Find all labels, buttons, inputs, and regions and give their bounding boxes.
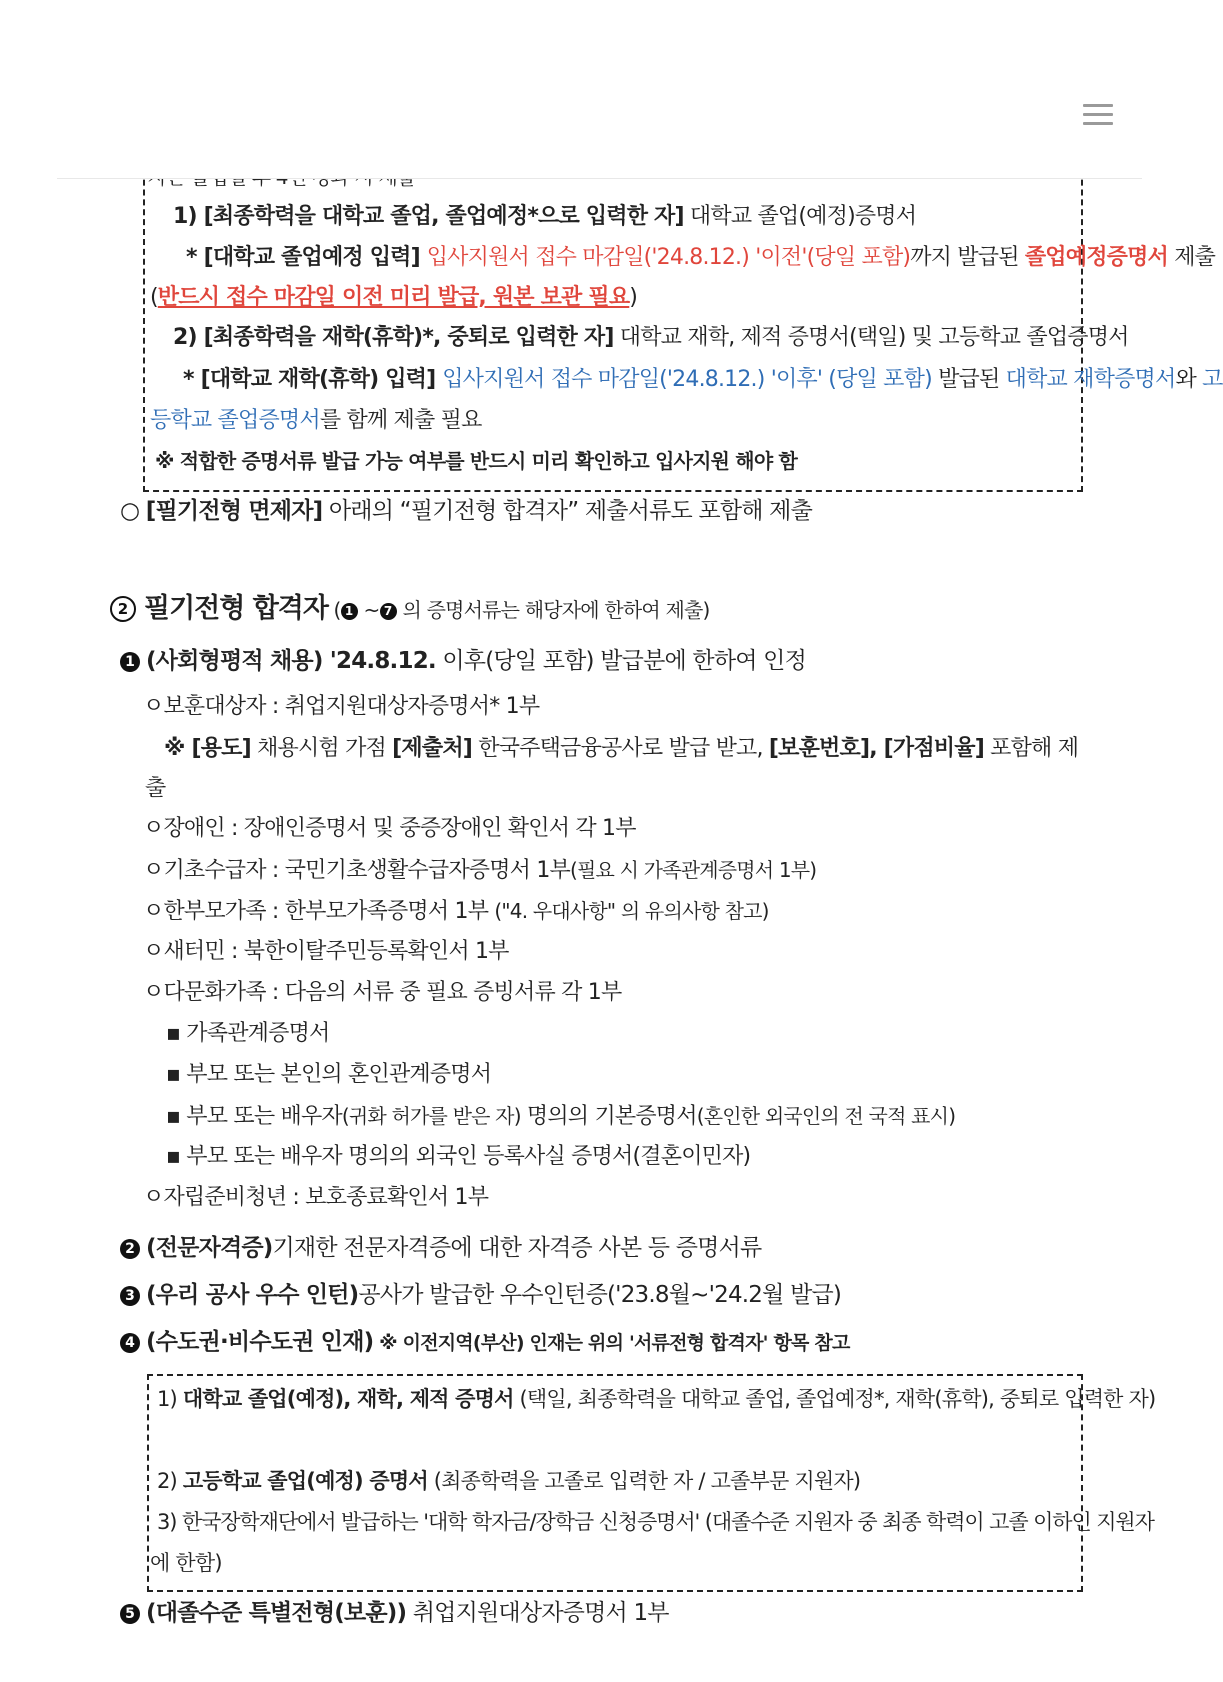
veteran-note-cont: 출 xyxy=(145,776,166,801)
box2-line-1: 1) 대학교 졸업(예정), 재학, 제적 증명서 (택일, 최종학력을 대학교 졸업, 졸업예정*, 재학(휴학), 중퇴로 입력한 자) xyxy=(157,1387,1156,1411)
header-bar xyxy=(0,0,1190,178)
box1-line-1: 1) [최종학력을 대학교 졸업, 졸업예정*으로 입력한 자] 대학교 졸업(예정)증명서 xyxy=(173,204,917,229)
box1-line-4: 2) [최종학력을 재학(휴학)*, 중퇴로 입력한 자] 대학교 재학, 제적 증명서(택일) 및 고등학교 졸업증명서 xyxy=(173,325,1129,350)
item1-heading: 1 (사회형평적 채용) '24.8.12. 이후(당일 포함) 발급분에 한하여 인정 xyxy=(120,646,806,676)
multicultural-doc-2: ▪ 부모 또는 본인의 혼인관계증명서 xyxy=(166,1062,492,1087)
header-divider xyxy=(57,178,1142,179)
multicultural-line: ㅇ다문화가족 : 다음의 서류 중 필요 증빙서류 각 1부 xyxy=(143,980,622,1005)
veteran-line: ㅇ보훈대상자 : 취업지원대상자증명서* 1부 xyxy=(143,694,540,719)
item4-line: 4 (수도권·비수도권 인재) ※ 이전지역(부산) 인재는 위의 '서류전형 합격자' 항목 참고 xyxy=(120,1327,850,1358)
item2-line: 2 (전문자격증)기재한 전문자격증에 대한 자격증 사본 등 증명서류 xyxy=(120,1233,761,1263)
box1-line-6: 등학교 졸업증명서를 함께 제출 필요 xyxy=(150,408,482,433)
hamburger-menu-icon[interactable] xyxy=(1083,104,1113,128)
basic-line: ㅇ기초수급자 : 국민기초생활수급자증명서 1부(필요 시 가족관계증명서 1부) xyxy=(143,858,817,883)
exempt-line: ○ [필기전형 면제자] 아래의 “필기전형 합격자” 제출서류도 포함해 제출 xyxy=(120,498,813,524)
multicultural-doc-3: ▪ 부모 또는 배우자(귀화 허가를 받은 자) 명의의 기본증명서(혼인한 외국인의 전 국적 표시) xyxy=(166,1104,956,1129)
single-parent-line: ㅇ한부모가족 : 한부모가족증명서 1부 ("4. 우대사항" 의 유의사항 참고) xyxy=(143,899,769,924)
box2-line-4: 에 한함) xyxy=(150,1551,222,1575)
box1-line-2: * [대학교 졸업예정 입력] 입사지원서 접수 마감일('24.8.12.) '이전'(당일 포함)까지 발급된 졸업예정증명서 제출 xyxy=(186,245,1216,270)
box1-line-5: * [대학교 재학(휴학) 입력] 입사지원서 접수 마감일('24.8.12.) '이후' (당일 포함) 발급된 대학교 재학증명서와 고 xyxy=(183,367,1223,392)
veteran-note: ※ [용도] 채용시험 가점 [제출처] 한국주택금융공사로 발급 받고, [보훈번호], [가점비율] 포함해 제 xyxy=(164,736,1079,761)
box2-line-3: 3) 한국장학재단에서 발급하는 '대학 학자금/장학금 신청증명서' (대졸수준 지원자 중 최종 학력이 고졸 이하인 지원자 xyxy=(157,1510,1154,1534)
defector-line: ㅇ새터민 : 북한이탈주민등록확인서 1부 xyxy=(143,939,509,964)
section2-heading: 2 필기전형 합격자 ( 1 ~ 7 의 증명서류는 해당자에 한하여 제출) xyxy=(110,594,710,626)
youth-line: ㅇ자립준비청년 : 보호종료확인서 1부 xyxy=(143,1185,489,1210)
multicultural-doc-4: ▪ 부모 또는 배우자 명의의 외국인 등록사실 증명서(결혼이민자) xyxy=(166,1144,751,1169)
box1-line-7: ※ 적합한 증명서류 발급 가능 여부를 반드시 미리 확인하고 입사지원 해야 함 xyxy=(155,449,798,473)
item5-line: 5 (대졸수준 특별전형(보훈)) 취업지원대상자증명서 1부 xyxy=(120,1598,669,1628)
box1-line-3: (반드시 접수 마감일 이전 미리 발급, 원본 보관 필요) xyxy=(150,285,638,310)
box2-line-2: 2) 고등학교 졸업(예정) 증명서 (최종학력을 고졸로 입력한 자 / 고졸부문 지원자) xyxy=(157,1469,861,1493)
multicultural-doc-1: ▪ 가족관계증명서 xyxy=(166,1021,330,1046)
disabled-line: ㅇ장애인 : 장애인증명서 및 중증장애인 확인서 각 1부 xyxy=(143,816,636,841)
item3-line: 3 (우리 공사 우수 인턴)공사가 발급한 우수인턴증('23.8월~'24.2월 발급) xyxy=(120,1280,841,1310)
